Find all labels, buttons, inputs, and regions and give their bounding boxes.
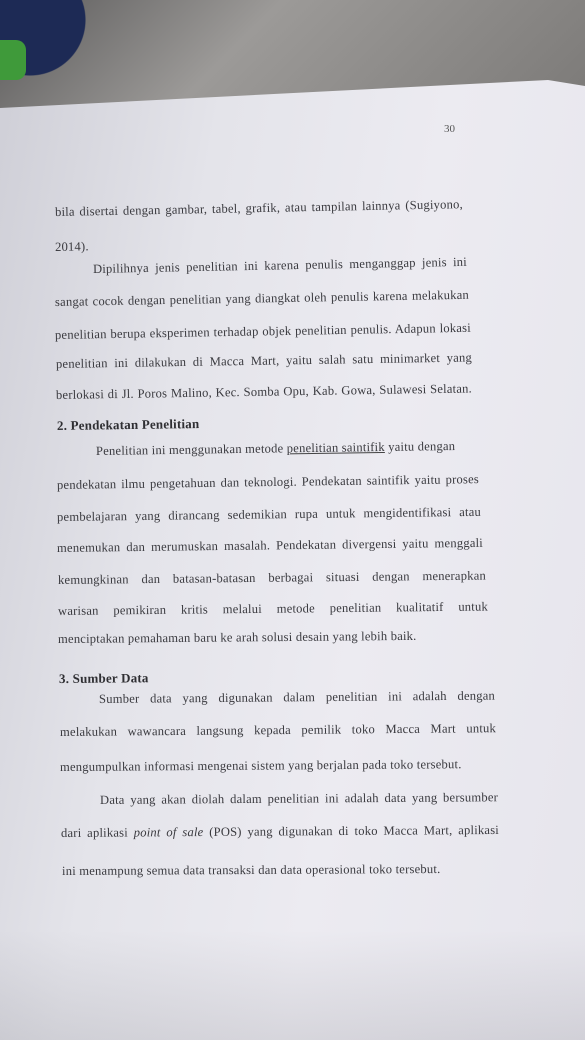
body-line: Sumber data yang digunakan dalam penelitian ini adalah dengan (98, 688, 496, 706)
body-line: penelitian berupa eksperimen terhadap objek penelitian penulis. Adapun lokasi (54, 320, 472, 342)
text-run: yaitu dengan (384, 438, 456, 454)
text-run: Penelitian ini menggunakan metode (95, 441, 287, 458)
body-line: bila disertai dengan gambar, tabel, grafik, atau tampilan lainnya (Sugiyono, (54, 197, 464, 219)
body-line: kemungkinan dan batasan-batasan berbagai situasi dengan menerapkan (57, 568, 487, 587)
body-line: pendekatan ilmu pengetahuan dan teknologi. Pendekatan saintifik yaitu proses (56, 472, 480, 492)
body-line: berlokasi di Jl. Poros Malino, Kec. Somba Opu, Kab. Gowa, Sulawesi Selatan. (55, 381, 473, 402)
body-line: warisan pemikiran kritis melalui metode penelitian kualitatif untuk (57, 599, 489, 618)
body-line: Dipilihnya jenis penelitian ini karena penulis menganggap jenis ini (92, 254, 468, 276)
section-heading: 3. Sumber Data (58, 670, 149, 686)
page-number: 30 (444, 123, 455, 135)
body-line (61, 823, 499, 841)
body-line: 2014). (54, 239, 89, 254)
body-line: pembelajaran yang dirancang sedemikian rupa untuk mengidentifikasi atau (56, 504, 482, 524)
text-run: (POS) yang digunakan di toko Macca Mart, aplikasi (203, 822, 500, 840)
document-page (0, 80, 585, 1040)
body-line: menciptakan pemahaman baru ke arah solusi desain yang lebih baik. (57, 628, 417, 646)
body-line: menemukan dan merumuskan masalah. Pendekatan divergensi yaitu menggali (56, 535, 484, 555)
text-run-underlined: penelitian saintifik (286, 439, 385, 456)
body-line: ini menampung semua data transaksi dan data operasional toko tersebut. (61, 862, 441, 878)
body-line: Data yang akan diolah dalam penelitian ini adalah data yang bersumber (99, 790, 499, 807)
body-line: penelitian ini dilakukan di Macca Mart, yaitu salah satu minimarket yang (55, 350, 473, 371)
body-line: sangat cocok dengan penelitian yang diangkat oleh penulis karena melakukan (54, 287, 470, 309)
body-line: mengumpulkan informasi mengenai sistem yang berjalan pada toko tersebut. (59, 757, 462, 774)
background-object (0, 40, 26, 80)
text-run: dari aplikasi (60, 825, 134, 840)
text-run-italic: point of sale (133, 825, 204, 840)
section-heading: 2. Pendekatan Penelitian (56, 416, 200, 433)
body-line: melakukan wawancara langsung kepada pemilik toko Macca Mart untuk (59, 721, 497, 739)
shadow-overlay (0, 930, 585, 1040)
